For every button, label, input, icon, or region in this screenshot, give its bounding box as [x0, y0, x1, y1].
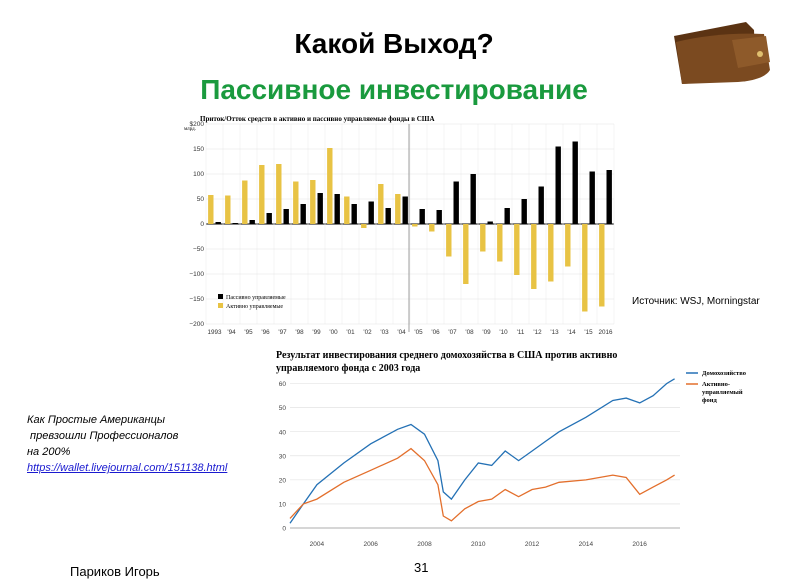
chart1-title: Приток/Отток средств в активно и пассивно управляемые фонды в США	[200, 115, 435, 123]
legend-fund-label-1: Активно-	[702, 381, 731, 388]
bar-passive	[267, 213, 272, 224]
caption-line-3: на 200%	[27, 446, 71, 458]
chart1-xtick-label: '06	[431, 329, 440, 336]
bar-active	[565, 224, 570, 267]
caption-line-1: Как Простые Американцы	[27, 414, 165, 426]
chart1-xtick-label: '04	[397, 329, 406, 336]
chart2-ytick-label: 10	[278, 501, 286, 509]
bar-passive	[556, 147, 561, 225]
author-name: Париков Игорь	[70, 564, 160, 579]
bar-passive	[505, 208, 510, 224]
chart2-ytick-label: 50	[278, 405, 286, 413]
legend-passive-label: Пассивно управляемые	[226, 295, 286, 301]
caption-link[interactable]: https://wallet.livejournal.com/151138.html	[27, 462, 228, 474]
bar-active	[412, 224, 417, 227]
bar-active	[327, 148, 332, 224]
chart1-xtick-label: 1993	[207, 329, 222, 336]
chart1-xtick-label: '15	[584, 329, 593, 336]
chart1-ytick-label: −200	[189, 321, 204, 328]
chart2-xtick-label: 2010	[471, 541, 486, 548]
bar-active	[395, 194, 400, 224]
bar-active	[208, 195, 213, 224]
bar-active	[310, 180, 315, 224]
chart1-xtick-label: '03	[380, 329, 389, 336]
chart1-xtick-label: '11	[516, 329, 525, 336]
bar-active	[582, 224, 587, 312]
bar-active	[276, 164, 281, 224]
bar-active	[225, 196, 230, 225]
bar-passive	[284, 209, 289, 224]
chart1-xtick-label: '02	[363, 329, 372, 336]
bar-active	[548, 224, 553, 282]
bar-passive	[420, 209, 425, 224]
bar-active	[514, 224, 519, 275]
slide-subtitle: Пассивное инвестирование	[200, 74, 588, 105]
bar-passive	[318, 193, 323, 224]
bar-passive	[437, 210, 442, 224]
chart1-xtick-label: '13	[550, 329, 559, 336]
bar-passive	[352, 204, 357, 224]
bar-active	[480, 224, 485, 252]
flows-bar-chart	[176, 110, 616, 342]
chart1-xtick-label: '08	[465, 329, 474, 336]
bar-passive	[216, 222, 221, 224]
chart1-ytick-label: −150	[189, 296, 204, 303]
legend-active-swatch	[218, 303, 223, 308]
caption-line-2: превзошли Профессионалов	[27, 430, 179, 442]
bar-active	[259, 165, 264, 224]
bar-passive	[233, 223, 238, 224]
chart1-xtick-label: '95	[244, 329, 253, 336]
bar-active	[344, 197, 349, 225]
chart1-xtick-label: '00	[329, 329, 338, 336]
bar-passive	[522, 199, 527, 224]
bar-active	[463, 224, 468, 284]
chart2-xtick-label: 2006	[363, 541, 378, 548]
bar-active	[531, 224, 536, 289]
chart2-title-line2: управляемого фонда с 2003 года	[276, 363, 421, 374]
bar-passive	[250, 220, 255, 224]
bar-passive	[335, 194, 340, 224]
chart1-xtick-label: '94	[227, 329, 236, 336]
chart1-ylabel: млрд.	[184, 127, 196, 132]
chart2-xtick-label: 2014	[578, 541, 594, 548]
bar-passive	[590, 172, 595, 225]
bar-active	[378, 184, 383, 224]
chart1-xtick-label: '96	[261, 329, 270, 336]
bar-passive	[539, 187, 544, 225]
page-number: 31	[414, 560, 429, 575]
slide-title: Какой Выход?	[294, 28, 494, 59]
legend-household-label: Домохозяйство	[702, 370, 746, 377]
bar-passive	[369, 202, 374, 225]
bar-active	[599, 224, 604, 307]
chart2-ytick-label: 40	[278, 429, 286, 437]
series-household-line	[290, 379, 675, 523]
chart1-xtick-label: '14	[567, 329, 576, 336]
chart2-xtick-label: 2008	[417, 541, 432, 548]
chart1-ytick-label: −100	[189, 271, 204, 278]
chart1-xtick-label: '98	[295, 329, 304, 336]
chart1-ytick-label: 150	[193, 146, 204, 153]
bar-active	[446, 224, 451, 257]
chart2-ytick-label: 20	[278, 477, 286, 485]
chart1-xtick-label: '12	[533, 329, 542, 336]
chart2-legend	[686, 370, 746, 404]
chart1-ytick-label: −50	[192, 246, 204, 253]
caption-block	[27, 412, 227, 476]
chart1-xtick-label: '05	[414, 329, 423, 336]
bar-passive	[488, 222, 493, 225]
legend-passive-swatch	[218, 294, 223, 299]
chart2-xtick-label: 2016	[632, 541, 647, 548]
bar-passive	[607, 170, 612, 224]
chart2-ytick-label: 30	[278, 453, 286, 461]
chart1-xtick-label: '10	[499, 329, 508, 336]
chart1-xtick-label: '99	[312, 329, 321, 336]
legend-fund-label-3: фонд	[702, 397, 717, 404]
legend-active-label: Активно управляемые	[226, 304, 284, 310]
bar-passive	[301, 204, 306, 224]
bar-passive	[403, 197, 408, 225]
chart1-xtick-label: '97	[278, 329, 287, 336]
bar-passive	[573, 142, 578, 225]
chart1-xtick-label: '09	[482, 329, 491, 336]
chart2-title-line1: Результат инвестирования среднего домохозяйства в США против активно	[276, 350, 618, 361]
chart1-xtick-label: 2016	[598, 329, 613, 336]
bar-passive	[454, 182, 459, 225]
chart2-ytick-label: 60	[278, 381, 286, 389]
bar-active	[361, 224, 366, 228]
chart1-xtick-label: '01	[346, 329, 355, 336]
bar-active	[242, 181, 247, 225]
chart2-ytick-label: 0	[282, 525, 286, 533]
bar-passive	[386, 208, 391, 224]
chart1-legend	[218, 294, 286, 310]
chart1-ytick-label: $200	[189, 121, 204, 128]
chart2-xtick-label: 2012	[524, 541, 540, 548]
chart1-ytick-label: 0	[200, 221, 204, 228]
chart1-ytick-label: 100	[193, 171, 204, 178]
chart1-xtick-label: '07	[448, 329, 457, 336]
bar-active	[429, 224, 434, 232]
chart1-ytick-label: 50	[196, 196, 204, 203]
bar-active	[293, 182, 298, 225]
bar-passive	[471, 174, 476, 224]
chart2-xtick-label: 2004	[309, 541, 325, 548]
bar-active	[497, 224, 502, 262]
legend-fund-label-2: управляемый	[702, 389, 743, 396]
source-note: Источник: WSJ, Morningstar	[632, 296, 760, 307]
wallet-icon	[668, 18, 774, 88]
household-vs-fund-line-chart	[270, 346, 788, 554]
